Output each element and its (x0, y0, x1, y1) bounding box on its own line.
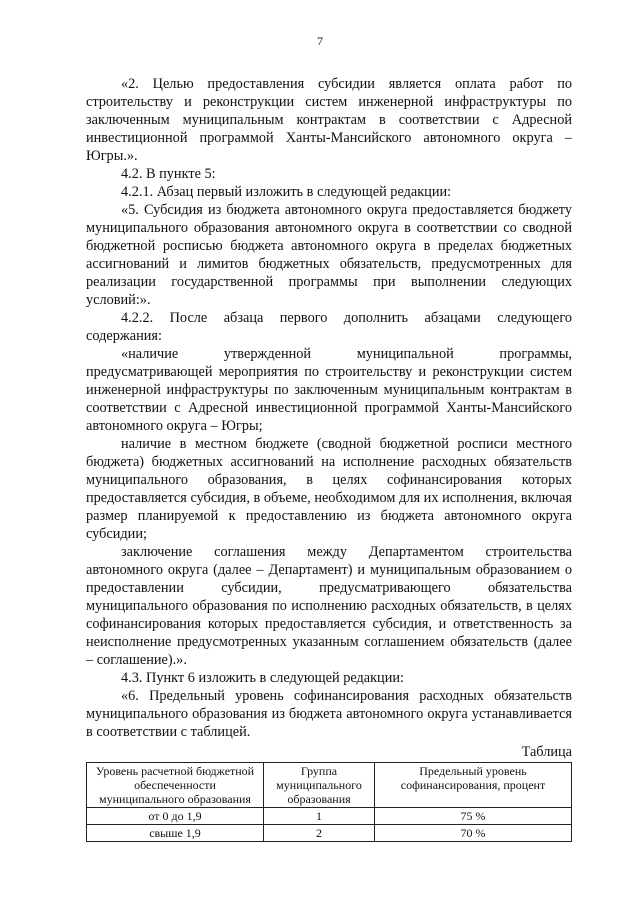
table-cell: 70 % (375, 825, 572, 842)
table-cell: 1 (264, 808, 375, 825)
paragraph: 4.3. Пункт 6 изложить в следующей редакции: (121, 670, 404, 686)
paragraph: 4.2.2. После абзаца первого дополнить абзацами следующего содержания: (86, 310, 572, 344)
paragraph: «5. Субсидия из бюджета автономного округа предоставляется бюджету муниципального образования автономного округа в соответствии со сводной бюджетной росписью бюджета автономного округа в пределах бюджетных ассигнований и лимитов бюджетных обязательств, предусмотренных для реализации государственной программы при выполнении следующих условий:». (86, 202, 572, 308)
paragraph: наличие в местном бюджете (сводной бюджетной росписи местного бюджета) бюджетных ассигнований на исполнение расходных обязательств муниципального образования, в целях софинансирования которых предоставляется субсидия, в объеме, необходимом для их исполнения, включая размер планируемой к предоставлению из бюджета автономного округа субсидии; (86, 436, 572, 542)
paragraph: 4.2. В пункте 5: (121, 166, 216, 182)
table-row (87, 808, 572, 825)
table-caption: Таблица (521, 744, 572, 760)
paragraph: «наличие утвержденной муниципальной программы, предусматривающей мероприятия по строительству и реконструкции систем инженерной инфраструктуры по заключенным муниципальным контрактам в соответствии с Адресной инвестиционной программой Ханты-Мансийского автономного округа – Югры; (86, 346, 572, 434)
paragraph: «6. Предельный уровень софинансирования расходных обязательств муниципального образования из бюджета автономного округа устанавливается в соответствии с таблицей. (86, 688, 572, 740)
paragraph: «2. Целью предоставления субсидии является оплата работ по строительству и реконструкции систем инженерной инфраструктуры по заключенным муниципальным контрактам в соответствии с Адресной инвестиционной программой Ханты-Мансийского автономного округа – Югры.». (86, 76, 572, 164)
table-cell: свыше 1,9 (87, 825, 264, 842)
cofinancing-table (86, 762, 572, 842)
table-cell: 2 (264, 825, 375, 842)
table-header-row (87, 763, 572, 808)
table-header-cell: Группа муниципального образования (264, 763, 375, 808)
table-header-cell: Предельный уровень софинансирования, процент (375, 763, 572, 808)
document-body (86, 75, 572, 842)
paragraph: заключение соглашения между Департаментом строительства автономного округа (далее – Департамент) и муниципальным образованием о предоставлении субсидии, предусматривающего обязательства муниципального образования по исполнению расходных обязательств, в целях софинансирования которых предоставляется субсидия, и ответственность за неисполнение предусмотренных указанным соглашением обязательств (далее – соглашение).». (86, 544, 572, 668)
table-cell: от 0 до 1,9 (87, 808, 264, 825)
page-number: 7 (317, 34, 323, 48)
table-header-cell: Уровень расчетной бюджетной обеспеченности муниципального образования (87, 763, 264, 808)
table-row (87, 825, 572, 842)
paragraph: 4.2.1. Абзац первый изложить в следующей редакции: (121, 184, 452, 200)
table-cell: 75 % (375, 808, 572, 825)
